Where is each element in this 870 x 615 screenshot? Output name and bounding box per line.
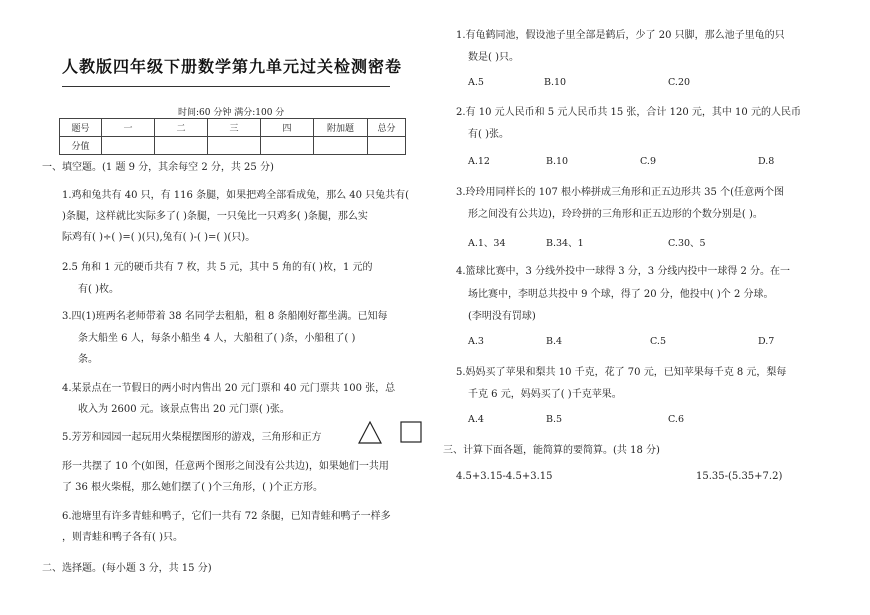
section-1-heading: 一、填空题。(1 题 9 分，其余每空 2 分，共 25 分) <box>42 162 274 173</box>
question-2-1-line: 数是( )只。 <box>468 52 519 63</box>
option-d[interactable]: D.8 <box>758 156 775 167</box>
option-a[interactable]: A.1、34 <box>468 238 506 249</box>
question-1-5-line: 形一共摆了 10 个(如图，任意两个图形之间没有公共边)，如果她们一共用 <box>62 461 389 472</box>
question-2-4-line: 4.篮球比赛中，3 分线外投中一球得 3 分，3 分线内投中一球得 2 分。在一 <box>456 266 791 277</box>
question-1-2-line: 有( )枚。 <box>78 284 119 295</box>
score-cell[interactable] <box>368 137 406 155</box>
score-cell[interactable] <box>314 137 368 155</box>
question-1-5-line: 5.芳芳和园园一起玩用火柴棍摆图形的游戏，三角形和正方 <box>62 432 322 443</box>
question-2-1-line: 1.有龟鹤同池，假设池子里全部是鹤后，少了 20 只脚，那么池子里龟的只 <box>456 30 785 41</box>
score-cell[interactable] <box>155 137 208 155</box>
triangle-square-figure <box>357 419 429 445</box>
question-2-5-line: 5.妈妈买了苹果和梨共 10 千克，花了 70 元，已知苹果每千克 8 元，梨每 <box>456 367 787 378</box>
question-1-4-line: 4.某景点在一节假日的两小时内售出 20 元门票和 40 元门票共 100 张，总 <box>62 383 396 394</box>
title-underline <box>62 86 390 87</box>
option-d[interactable]: D.7 <box>758 336 775 347</box>
question-1-1-line: 1.鸡和兔共有 40 只，有 116 条腿，如果把鸡全部看成兔，那么 40 只兔共有( <box>62 190 410 201</box>
option-c[interactable]: C.6 <box>668 414 684 425</box>
question-2-4-line: 场比赛中，李明总共投中 9 个球，得了 20 分，他投中( )个 2 分球。 <box>468 289 774 300</box>
score-table-header: 附加题 <box>314 119 368 137</box>
score-table <box>59 118 406 155</box>
option-c[interactable]: C.20 <box>668 77 691 88</box>
option-a[interactable]: A.5 <box>468 77 484 88</box>
option-b[interactable]: B.10 <box>544 77 567 88</box>
question-2-5-line: 千克 6 元，妈妈买了( )千克苹果。 <box>468 389 622 400</box>
question-1-1-line: )条腿，这样就比实际多了( )条腿，一只兔比一只鸡多( )条腿，那么实 <box>62 211 368 222</box>
option-a[interactable]: A.3 <box>468 336 484 347</box>
score-table-header: 题号 <box>60 119 102 137</box>
calc-expression-1: 4.5+3.15-4.5+3.15 <box>456 471 553 482</box>
question-1-6-line: 6.池塘里有许多青蛙和鸭子，它们一共有 72 条腿，已知青蛙和鸭子一样多 <box>62 511 391 522</box>
question-1-5-line: 了 36 根火柴棍，那么她们摆了( )个三角形，( )个正方形。 <box>62 482 324 493</box>
exam-meta: 时间:60 分钟 满分:100 分 <box>178 108 285 118</box>
option-b[interactable]: B.10 <box>546 156 569 167</box>
triangle-shape <box>359 422 381 443</box>
option-b[interactable]: B.34、1 <box>546 238 584 249</box>
question-1-1-line: 际鸡有( )÷( )=( )(只),兔有( )-( )=( )(只)。 <box>62 232 256 243</box>
score-cell[interactable] <box>261 137 314 155</box>
option-b[interactable]: B.5 <box>546 414 563 425</box>
section-3-heading: 三、计算下面各题，能简算的要简算。(共 18 分) <box>443 445 660 456</box>
option-b[interactable]: B.4 <box>546 336 563 347</box>
question-2-2-line: 有( )张。 <box>468 129 509 140</box>
option-a[interactable]: A.4 <box>468 414 484 425</box>
question-1-6-line: ，则青蛙和鸭子各有( )只。 <box>62 532 183 543</box>
question-2-4-line: (李明没有罚球) <box>468 311 536 322</box>
option-c[interactable]: C.30、5 <box>668 238 706 249</box>
option-a[interactable]: A.12 <box>468 156 490 167</box>
score-table-value-row <box>60 137 406 155</box>
score-table-header: 总分 <box>368 119 406 137</box>
question-1-2-line: 2.5 角和 1 元的硬币共有 7 枚，共 5 元，其中 5 角的有( )枚，1 元的 <box>62 262 373 273</box>
question-1-3-line: 3.四(1)班两名老师带着 38 名同学去租船，租 8 条船刚好都坐满。已知每 <box>62 311 388 322</box>
square-shape <box>401 422 421 442</box>
score-table-header: 一 <box>102 119 155 137</box>
calc-expression-2: 15.35-(5.35+7.2) <box>696 471 783 482</box>
score-table-header: 二 <box>155 119 208 137</box>
score-cell[interactable] <box>102 137 155 155</box>
question-1-3-line: 条大船坐 6 人，每条小船坐 4 人，大船租了( )条，小船租了( ) <box>78 333 356 344</box>
score-table-row-label: 分值 <box>60 137 102 155</box>
question-1-3-line: 条。 <box>78 354 98 365</box>
score-table-header-row <box>60 119 406 137</box>
question-2-3-line: 形之间没有公共边)，玲玲拼的三角形和正五边形的个数分别是( )。 <box>468 209 763 220</box>
score-table-header: 四 <box>261 119 314 137</box>
exam-title: 人教版四年级下册数学第九单元过关检测密卷 <box>62 57 403 76</box>
question-2-2-line: 2.有 10 元人民币和 5 元人民币共 15 张，合计 120 元，其中 10 元的人民币 <box>456 107 801 118</box>
question-1-4-line: 收入为 2600 元。该景点售出 20 元门票( )张。 <box>78 404 290 415</box>
section-2-heading: 二、选择题。(每小题 3 分，共 15 分) <box>42 563 212 574</box>
question-2-3-line: 3.玲玲用同样长的 107 根小棒拼成三角形和正五边形共 35 个(任意两个图 <box>456 187 784 198</box>
score-table-header: 三 <box>208 119 261 137</box>
score-cell[interactable] <box>208 137 261 155</box>
option-c[interactable]: C.9 <box>640 156 656 167</box>
option-c[interactable]: C.5 <box>650 336 666 347</box>
